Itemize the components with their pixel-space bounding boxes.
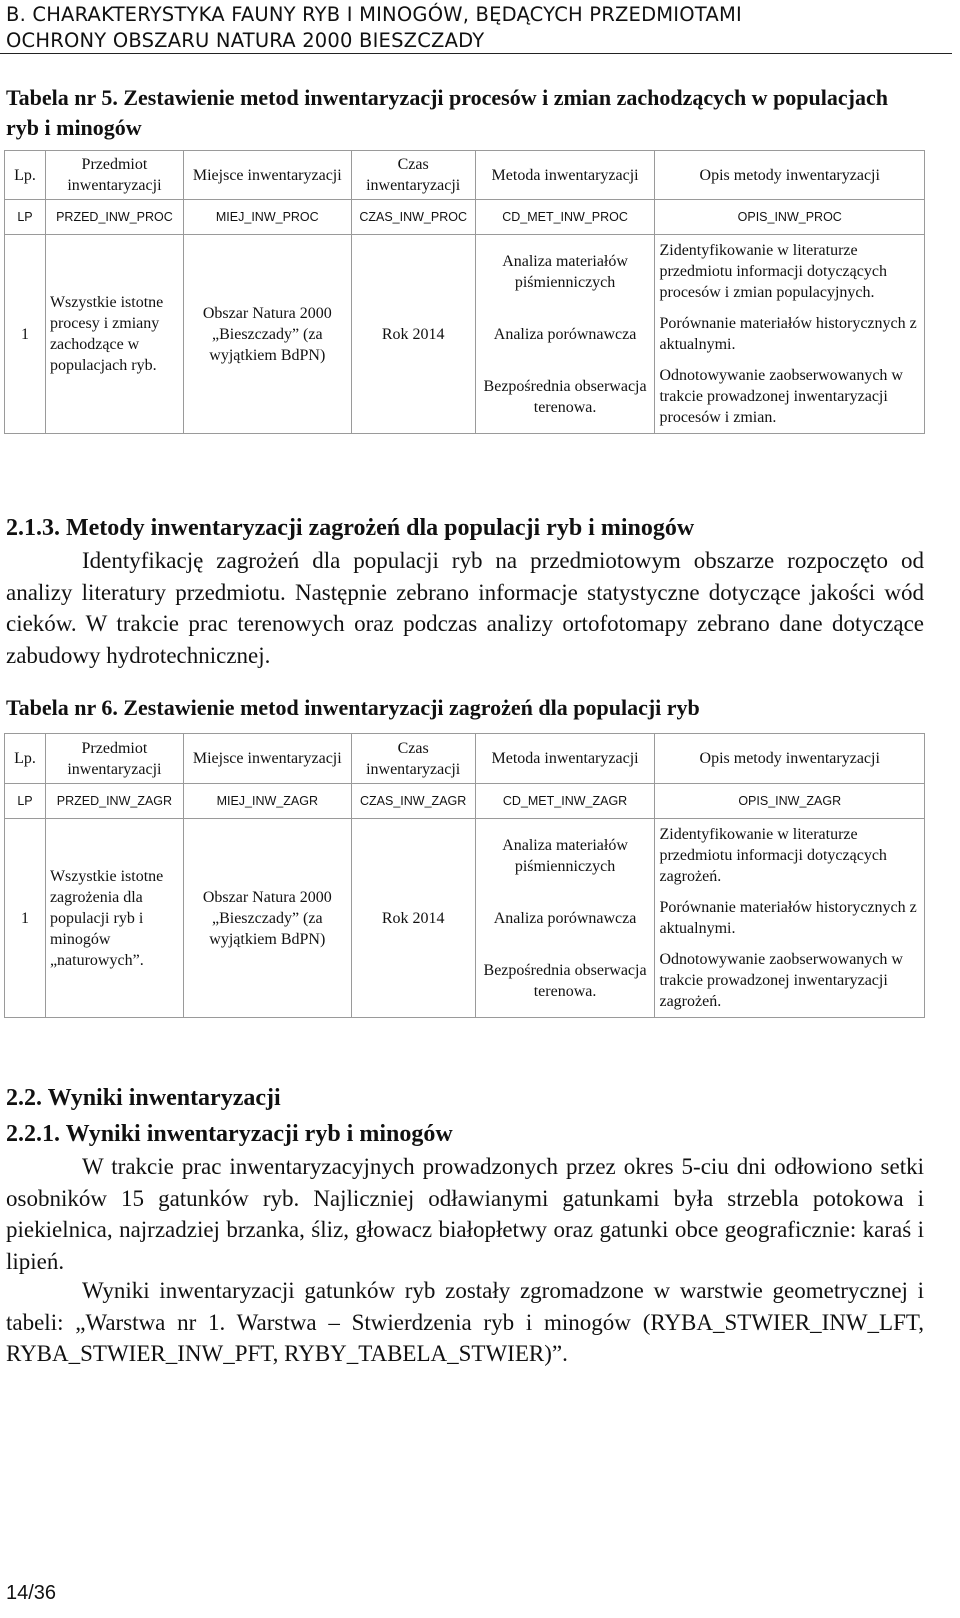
- table5-code-opis: OPIS_INW_PROC: [655, 200, 925, 235]
- table5-opis-1: Zidentyfikowanie w literaturze przedmiotu informacji dotyczących procesów i zmian populacyjnych.: [659, 242, 887, 301]
- section-213-number: 2.1.3.: [6, 515, 60, 541]
- table5-cell-przedmiot: Wszystkie istotne procesy i zmiany zachodzące w populacjach ryb.: [45, 235, 183, 434]
- table6-code-opis: OPIS_INW_ZAGR: [655, 784, 925, 819]
- table6-code-przedmiot: PRZED_INW_ZAGR: [45, 784, 183, 819]
- table5-code-miejsce: MIEJ_INW_PROC: [183, 200, 351, 235]
- section-22-heading: [6, 1083, 281, 1113]
- section-221-title: Wyniki inwentaryzacji ryb i minogów: [65, 1121, 453, 1147]
- table5-data-row: [5, 235, 925, 434]
- table6-header-przedmiot: Przedmiot inwentaryzacji: [45, 734, 183, 784]
- header-divider: [0, 53, 952, 54]
- section-221-heading: [6, 1119, 453, 1149]
- header-line-2: OCHRONY OBSZARU NATURA 2000 BIESZCZADY: [6, 29, 485, 52]
- table5-header-przedmiot: Przedmiot inwentaryzacji: [45, 151, 183, 200]
- table6-code-lp: LP: [5, 784, 46, 819]
- table5-codes-row: [5, 200, 925, 235]
- table6-opis-1: Zidentyfikowanie w literaturze przedmiotu informacji dotyczących zagrożeń.: [659, 826, 887, 885]
- table5-cell-lp: 1: [5, 235, 46, 434]
- table6-code-czas: CZAS_INW_ZAGR: [351, 784, 475, 819]
- table5-cell-metody: [475, 235, 655, 434]
- table5-metoda-2: Analiza porównawcza: [493, 325, 637, 343]
- table6-header-lp: Lp.: [5, 734, 46, 784]
- table5-header-row: [5, 151, 925, 200]
- table6-header-miejsce: Miejsce inwentaryzacji: [183, 734, 351, 784]
- table6: [4, 733, 925, 1018]
- table5-cell-czas: Rok 2014: [351, 235, 475, 434]
- page-header: [6, 2, 946, 54]
- table5-code-metoda: CD_MET_INW_PROC: [475, 200, 655, 235]
- table5-header-czas: Czas inwentaryzacji: [351, 151, 475, 200]
- table6-codes-row: [5, 784, 925, 819]
- table6-header-opis: Opis metody inwentaryzacji: [655, 734, 925, 784]
- table5-header-opis: Opis metody inwentaryzacji: [655, 151, 925, 200]
- table6-metoda-3: Bezpośrednia obserwacja terenowa.: [483, 961, 647, 1000]
- section-213-text: [6, 545, 924, 671]
- table6-code-metoda: CD_MET_INW_ZAGR: [475, 784, 655, 819]
- table5-caption-line-2: ryb i minogów: [6, 115, 142, 140]
- table6-header-row: [5, 734, 925, 784]
- table6-cell-przedmiot: Wszystkie istotne zagrożenia dla populacji ryb i minogów „naturowych”.: [45, 819, 183, 1018]
- table6-cell-metody: [475, 819, 655, 1018]
- table6-caption: Tabela nr 6. Zestawienie metod inwentaryzacji zagrożeń dla populacji ryb: [6, 695, 700, 720]
- section-213-text-content: Identyfikację zagrożeń dla populacji ryb na przedmiotowym obszarze rozpoczęto od analizy literatury przedmiotu. Następnie zebrano informacje statystyczne dotyczące jakości wód cieków. W trakcie prac terenowych oraz podczas analizy ortofotomapy zebrano dane dotyczące zabudowy hydrotechnicznej.: [6, 548, 924, 668]
- header-line-1: B. CHARAKTERYSTYKA FAUNY RYB I MINOGÓW, BĘDĄCYCH PRZEDMIOTAMI: [6, 3, 742, 26]
- table6-header-czas: Czas inwentaryzacji: [351, 734, 475, 784]
- table5-header-metoda: Metoda inwentaryzacji: [475, 151, 655, 200]
- table5-caption: [6, 83, 888, 143]
- table5-code-czas: CZAS_INW_PROC: [351, 200, 475, 235]
- table6-metoda-1: Analiza materiałów piśmienniczych: [502, 836, 628, 875]
- table5: [4, 150, 925, 434]
- section-22-title: Wyniki inwentaryzacji: [47, 1085, 281, 1111]
- section-221-para-2: [6, 1275, 924, 1370]
- table6-cell-opisy: [655, 819, 925, 1018]
- table5-cell-opisy: [655, 235, 925, 434]
- section-221-para-1-text: W trakcie prac inwentaryzacyjnych prowadzonych przez okres 5-ciu dni odłowiono setki osobników 15 gatunków ryb. Najliczniej odławianymi gatunkami była strzebla potokowa i piekielnica, najrzadziej brzanka, śliz, głowacz białopłetwy oraz gatunki obce geograficznie: karaś i lipień.: [6, 1154, 924, 1274]
- section-221-para-2-text: Wyniki inwentaryzacji gatunków ryb zostały zgromadzone w warstwie geometrycznej i tabeli: „Warstwa nr 1. Warstwa – Stwierdzenia ryb i minogów (RYBA_STWIER_INW_LFT, RYBA_STWIER_INW_PFT, RYBY_TABELA_STWIER)”.: [6, 1278, 924, 1366]
- table6-metoda-2: Analiza porównawcza: [493, 909, 637, 927]
- table6-cell-czas: Rok 2014: [351, 819, 475, 1018]
- page-number: 14/36: [6, 1582, 57, 1604]
- table5-header-miejsce: Miejsce inwentaryzacji: [183, 151, 351, 200]
- table5-caption-line-1: Tabela nr 5. Zestawienie metod inwentaryzacji procesów i zmian zachodzących w populacjach: [6, 85, 888, 110]
- section-221-number: 2.2.1.: [6, 1121, 60, 1147]
- table5-code-przedmiot: PRZED_INW_PROC: [45, 200, 183, 235]
- table5-opis-3: Odnotowywanie zaobserwowanych w trakcie prowadzonej inwentaryzacji procesów i zmian.: [659, 367, 903, 426]
- table6-code-miejsce: MIEJ_INW_ZAGR: [183, 784, 351, 819]
- table5-opis-2: Porównanie materiałów historycznych z aktualnymi.: [659, 315, 917, 353]
- section-221-para-1: [6, 1151, 924, 1277]
- table5-header-lp: Lp.: [5, 151, 46, 200]
- table6-cell-miejsce: Obszar Natura 2000 „Bieszczady” (za wyjątkiem BdPN): [183, 819, 351, 1018]
- table6-cell-lp: 1: [5, 819, 46, 1018]
- table5-metoda-3: Bezpośrednia obserwacja terenowa.: [483, 377, 647, 416]
- table6-opis-3: Odnotowywanie zaobserwowanych w trakcie prowadzonej inwentaryzacji zagrożeń.: [659, 951, 903, 1010]
- table6-data-row: [5, 819, 925, 1018]
- table5-code-lp: LP: [5, 200, 46, 235]
- table6-opis-2: Porównanie materiałów historycznych z aktualnymi.: [659, 899, 917, 937]
- section-22-number: 2.2.: [6, 1085, 42, 1111]
- section-213-heading: [6, 513, 694, 543]
- table5-metoda-1: Analiza materiałów piśmienniczych: [502, 252, 628, 291]
- table6-header-metoda: Metoda inwentaryzacji: [475, 734, 655, 784]
- table5-cell-miejsce: Obszar Natura 2000 „Bieszczady” (za wyjątkiem BdPN): [183, 235, 351, 434]
- section-213-title: Metody inwentaryzacji zagrożeń dla populacji ryb i minogów: [66, 515, 695, 541]
